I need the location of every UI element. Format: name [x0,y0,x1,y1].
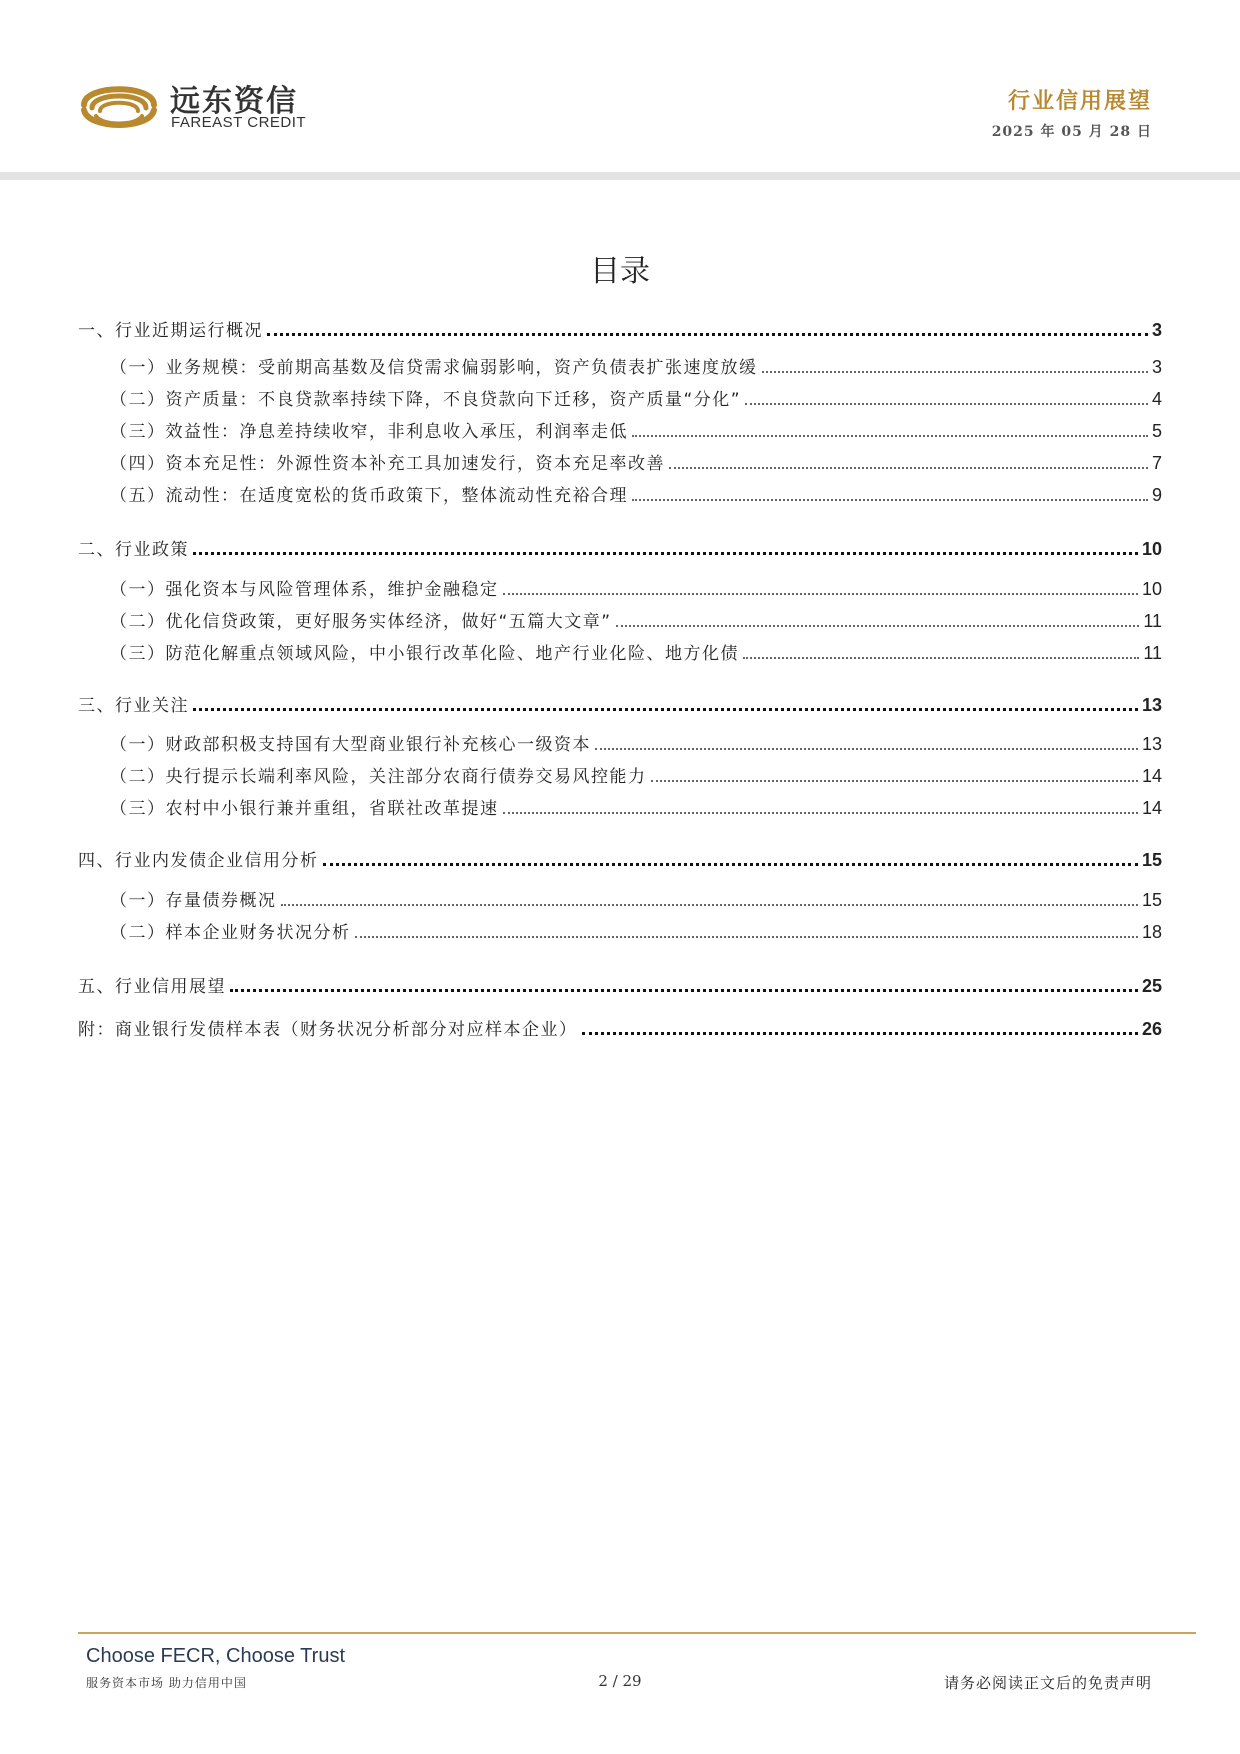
toc-entry-label: （三）防范化解重点领域风险，中小银行改革化险、地产行业化险、地方化债 [110,644,739,664]
toc-entry-page: 7 [1151,453,1162,473]
toc-entry-label: （二）资产质量：不良贷款率持续下降，不良贷款向下迁移，资产质量“分化” [110,390,742,410]
toc-entry[interactable] [78,846,1162,871]
toc-entry-page: 25 [1141,976,1162,996]
toc-entry[interactable] [78,316,1162,341]
toc-entry[interactable] [110,353,1162,378]
report-date: 2025 年 05 月 28 日 [991,124,1152,140]
toc-entry[interactable] [78,691,1162,716]
toc-entry-label: （三）效益性：净息差持续收窄，非利息收入承压，利润率走低 [110,422,628,442]
page-header [0,0,1240,180]
toc-entry[interactable] [110,481,1162,506]
disclaimer-notice: 请务必阅读正文后的免责声明 [943,1674,1152,1692]
toc-entry-page: 9 [1151,485,1162,505]
toc-entry-label: （二）样本企业财务状况分析 [110,923,351,943]
toc-entry-label: （五）流动性：在适度宽松的货币政策下，整体流动性充裕合理 [110,486,628,506]
toc-leader-dots [323,862,1138,866]
toc-entry-page: 11 [1143,611,1162,631]
toc-leader-dots [193,707,1138,711]
toc-entry-page: 18 [1141,922,1162,942]
toc-entry-label: 二、行业政策 [78,540,189,560]
toc-entry-label: （一）强化资本与风险管理体系，维护金融稳定 [110,580,499,600]
toc-entry-page: 15 [1141,890,1162,910]
toc-leader-dots [743,656,1139,659]
toc-entry[interactable] [78,972,1162,997]
toc-title: 目录 [590,254,650,289]
footer-slogan-en: Choose FECR, Choose Trust [86,1645,345,1667]
page-indicator: 2 / 29 [598,1672,642,1690]
footer-divider [78,1632,1196,1634]
toc-entry-label: （二）央行提示长端利率风险，关注部分农商行债券交易风控能力 [110,767,647,787]
toc-leader-dots [267,332,1148,336]
fareast-credit-logo-icon [78,74,160,136]
toc-leader-dots [762,370,1148,373]
toc-entry[interactable] [78,1015,1162,1040]
toc-entry-page: 4 [1151,389,1162,409]
toc-entry-page: 26 [1141,1019,1162,1039]
toc-entry-label: （一）财政部积极支持国有大型商业银行补充核心一级资本 [110,735,591,755]
toc-entry-label: 一、行业近期运行概况 [78,321,263,341]
toc-leader-dots [651,779,1138,782]
toc-entry-page: 13 [1141,695,1162,715]
toc-entry-label: （一）存量债券概况 [110,891,277,911]
toc-entry-page: 10 [1141,539,1162,559]
toc-leader-dots [616,624,1140,627]
toc-entry[interactable] [110,639,1162,664]
toc-entry[interactable] [110,762,1162,787]
toc-entry-page: 11 [1143,643,1162,663]
toc-entry[interactable] [110,730,1162,755]
toc-entry[interactable] [110,918,1162,943]
toc-entry[interactable] [110,575,1162,600]
toc-leader-dots [632,434,1148,437]
toc-entry[interactable] [110,385,1162,410]
toc-entry-label: （四）资本充足性：外源性资本补充工具加速发行，资本充足率改善 [110,454,665,474]
toc-entry[interactable] [110,607,1162,632]
toc-entry[interactable] [110,794,1162,819]
brand-name-cn: 远东资信 [170,84,298,119]
toc-leader-dots [230,988,1138,992]
toc-leader-dots [355,935,1138,938]
toc-leader-dots [745,402,1148,405]
toc-entry-page: 3 [1151,320,1162,340]
toc-entry-label: （三）农村中小银行兼并重组，省联社改革提速 [110,799,499,819]
toc-entry[interactable] [78,535,1162,560]
toc-entry[interactable] [110,449,1162,474]
toc-entry-page: 10 [1141,579,1162,599]
toc-entry-page: 14 [1141,766,1162,786]
toc-leader-dots [503,811,1138,814]
toc-entry-label: 附：商业银行发债样本表（财务状况分析部分对应样本企业） [78,1020,578,1040]
toc-leader-dots [632,498,1148,501]
toc-entry-page: 5 [1151,421,1162,441]
toc-entry-label: （一）业务规模：受前期高基数及信贷需求偏弱影响，资产负债表扩张速度放缓 [110,358,758,378]
toc-leader-dots [503,592,1138,595]
toc-entry[interactable] [110,886,1162,911]
toc-entry-page: 15 [1141,850,1162,870]
toc-entry-label: 五、行业信用展望 [78,977,226,997]
brand-name-en: FAREAST CREDIT [171,114,307,131]
toc-entry-page: 13 [1141,734,1162,754]
toc-leader-dots [281,903,1138,906]
toc-entry[interactable] [110,417,1162,442]
footer-slogan-cn: 服务资本市场 助力信用中国 [86,1676,247,1690]
toc-leader-dots [193,551,1138,555]
toc-leader-dots [582,1031,1138,1035]
toc-entry-page: 3 [1151,357,1162,377]
toc-entry-page: 14 [1141,798,1162,818]
toc-entry-label: 三、行业关注 [78,696,189,716]
toc-leader-dots [669,466,1148,469]
report-type: 行业信用展望 [1007,88,1152,114]
toc-entry-label: （二）优化信贷政策，更好服务实体经济，做好“五篇大文章” [110,612,612,632]
header-divider [0,172,1240,180]
toc-entry-label: 四、行业内发债企业信用分析 [78,851,319,871]
toc-leader-dots [595,747,1138,750]
